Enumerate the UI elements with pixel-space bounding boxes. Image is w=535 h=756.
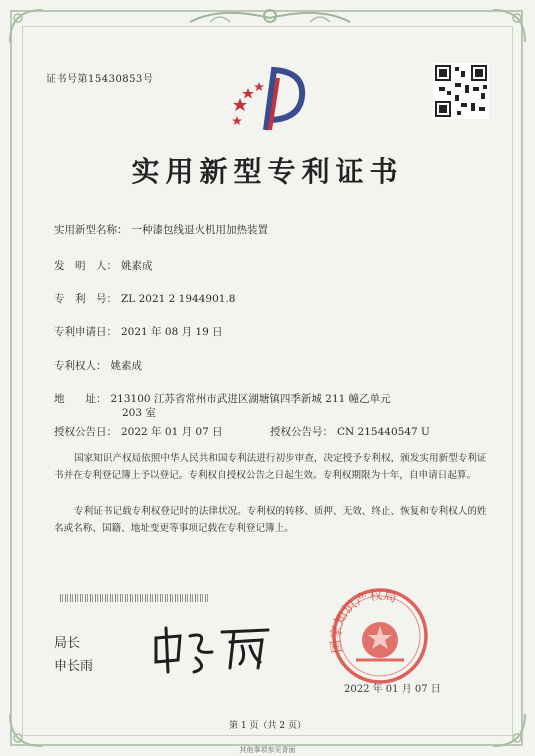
director-name: 申长雨 (54, 659, 94, 674)
address-label: 地 址： (54, 393, 107, 405)
top-ornament (180, 4, 360, 30)
director-title: 局长 (54, 636, 81, 651)
address-line-2-row (118, 405, 156, 420)
cnipa-logo-icon (226, 60, 312, 136)
barcode (60, 594, 210, 602)
utility-model-name-row (54, 222, 268, 237)
inventor-label: 发 明 人： (54, 260, 117, 272)
announcement-date-value: 2022 年 01 月 07 日 (121, 426, 223, 438)
corner-ornament-top-right (491, 8, 527, 44)
inventor-value: 姚素成 (121, 260, 153, 272)
address-row (54, 391, 391, 406)
director-signature (150, 618, 280, 678)
patent-number-row (54, 291, 235, 306)
patent-number-value: ZL 2021 2 1944901.8 (121, 293, 236, 305)
announcement-number-row (270, 424, 430, 439)
utility-model-name-label: 实用新型名称： (54, 224, 128, 236)
announcement-date-row (54, 424, 223, 439)
filing-date-label: 专利申请日： (54, 326, 117, 338)
grant-statement-paragraph: 国家知识产权局依照中华人民共和国专利法进行初步审查，决定授予专利权，颁发实用新型专利证书并在专利登记簿上予以登记。专利权自授权公告之日起生效。专利权期限为十年，自申请日起算。 (54, 453, 487, 481)
corner-ornament-top-left (8, 8, 44, 44)
inventor-row (54, 258, 153, 273)
seal-date: 2022 年 01 月 07 日 (344, 684, 441, 695)
qr-code-icon[interactable] (433, 63, 489, 119)
patent-holder-row (54, 358, 142, 373)
seal-text: 国家知识产权局 (328, 588, 399, 654)
certificate-title: 实用新型专利证书 (131, 155, 404, 188)
utility-model-name-value: 一种漆包线退火机用加热装置 (131, 224, 268, 236)
patent-number-label: 专 利 号： (54, 293, 117, 305)
patent-holder-label: 专利权人： (54, 360, 107, 372)
page-number: 第 1 页（共 2 页） (229, 721, 306, 731)
bottom-note: 其他事项参见背面 (239, 746, 296, 754)
certificate-number: 证书号第15430853号 (46, 74, 154, 85)
legal-status-paragraph: 专利证书记载专利权登记时的法律状况。专利权的转移、质押、无效、终止、恢复和专利权人的姓名或名称、国籍、地址变更等事项记载在专利登记簿上。 (54, 506, 487, 534)
patent-holder-value: 姚素成 (110, 360, 142, 372)
address-value-line-2: 203 室 (122, 407, 156, 419)
announcement-number-label: 授权公告号： (270, 426, 333, 438)
filing-date-row (54, 324, 223, 339)
filing-date-value: 2021 年 08 月 19 日 (121, 326, 223, 338)
announcement-number-value: CN 215440547 U (337, 426, 430, 438)
address-value-line-1: 213100 江苏省常州市武进区湖塘镇四季新城 211 幢乙单元 (110, 393, 391, 405)
announcement-date-label: 授权公告日： (54, 426, 117, 438)
